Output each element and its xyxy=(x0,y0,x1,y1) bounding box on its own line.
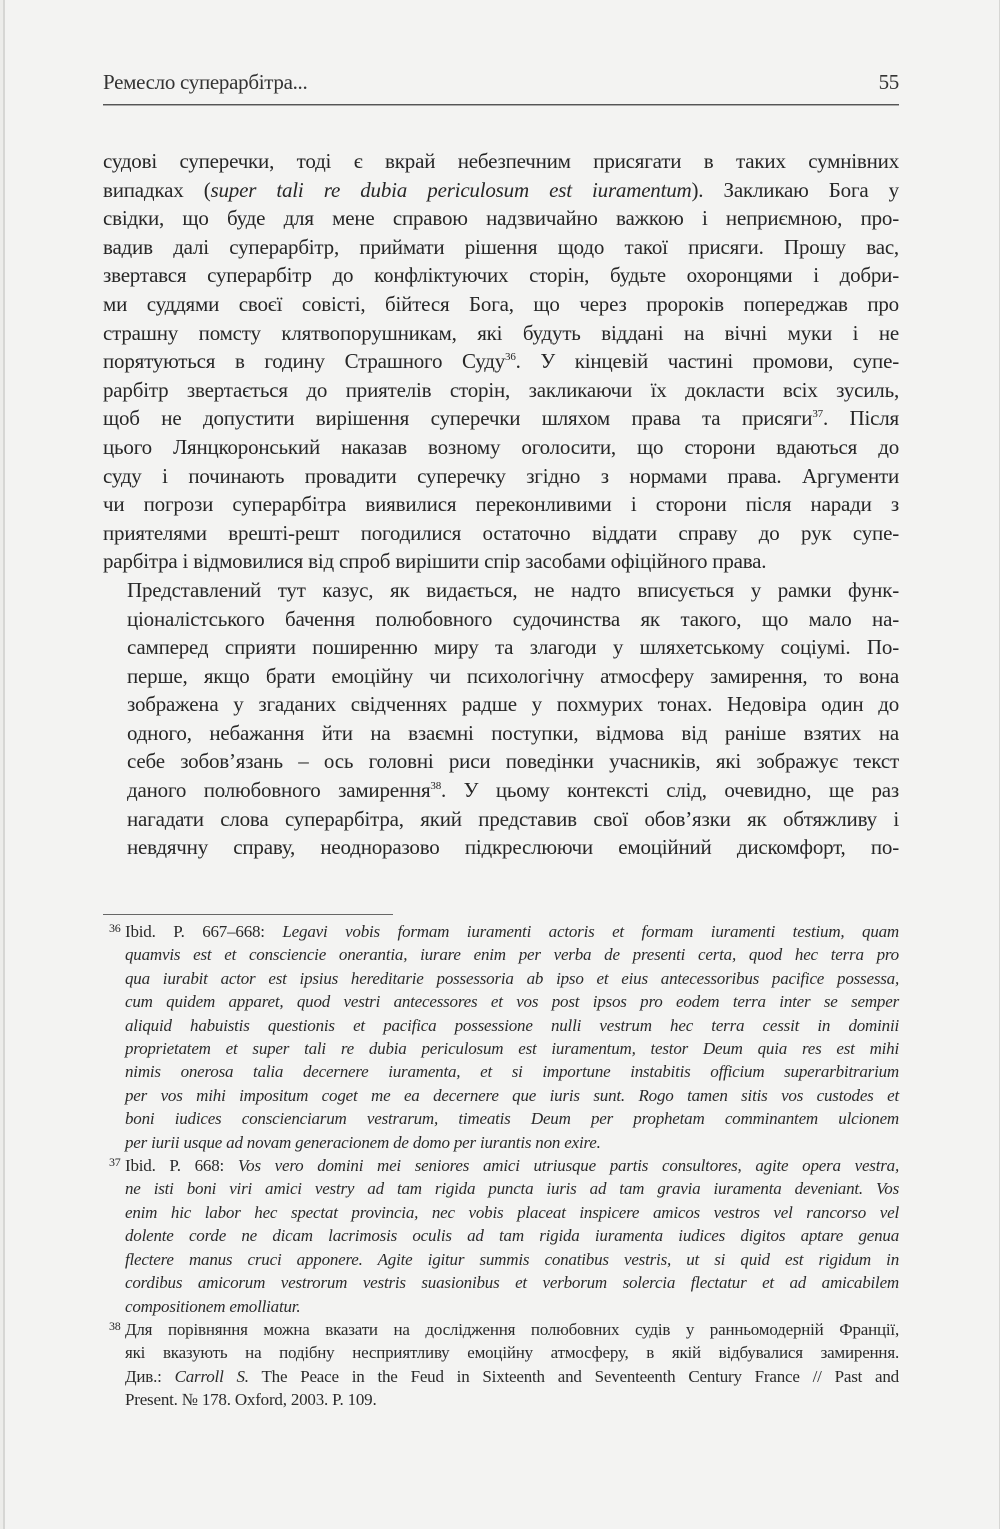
text-line: Ibid. P. 668: Vos vero domini mei seniores amici utriusque partis consultores, agite opera vestra, xyxy=(125,1156,899,1176)
paragraph-1 xyxy=(103,147,899,576)
text-line: перше, якщо брати емоційну чи психологічну атмосферу замирення, то вона xyxy=(127,663,899,688)
text-line xyxy=(125,1201,899,1224)
latin-quote: quamvis est et consciencie onerantia, iurare enim per verba de presenti certa, quod hec terra pro xyxy=(125,945,899,965)
latin-quote: nimis onerosa talia decernere iuramenta, et si importune instabitis officium superarbitrarium xyxy=(125,1062,899,1082)
text-line: чи погрози суперарбітра виявилися переконливими і сторони після наради з xyxy=(103,492,899,517)
text-line: нагадати слова суперарбітра, який представив свої обов’язки як обтяжливу і xyxy=(127,806,899,831)
text-line xyxy=(125,1037,899,1060)
text-line xyxy=(125,1271,899,1294)
text-line: щоб не допустити вирішення суперечки шляхом права та присяги$^{37}$. Після xyxy=(103,406,899,431)
latin-quote: cum quidem apparet, quod vestri antecessores et vos post ipsos pro eodem terra inter se semper xyxy=(125,992,899,1012)
text-line: Ibid. P. 667–668: Legavi vobis formam iuramenti actoris et formam iuramenti testium, quam xyxy=(125,922,899,941)
latin-quote: ne isti boni viri amici vestry ad tam rigida puncta iuris ad tam gravia iuramenta deveniant. Vos xyxy=(125,1179,899,1199)
text-line: страшну помсту клятвопорушникам, які будуть віддані на вічні муки і не xyxy=(103,320,899,345)
text-line: невдячну справу, неодноразово підкреслюючи емоційний дискомфорт, по- xyxy=(127,835,899,860)
text-line: Див.: Carroll S. The Peace in the Feud in Sixteenth and Seventeenth Century France // Past and xyxy=(125,1366,899,1386)
text-line: судові суперечки, тоді є вкрай небезпечним присягати в таких сумнівних xyxy=(103,149,899,173)
text-line xyxy=(125,1131,899,1154)
text-line: одного, небажання йти на взаємні поступки, відмова від раніше взятих на xyxy=(127,720,899,745)
text-line: вадив далі суперарбітр, приймати рішення щодо такої присяги. Прошу вас, xyxy=(103,234,899,259)
text-line: приятелями врешті-решт погодилися остаточно віддати справу до рук супе- xyxy=(103,520,899,545)
latin-quote: boni iudices conscienciarum vestrarum, timeatis Deum per prophetam comminantem ulcionem xyxy=(125,1109,899,1129)
latin-quote: Legavi vobis formam iuramenti actoris et formam iuramenti testium, quam xyxy=(282,922,899,941)
latin-quote: flectere manus cruci apponere. Agite igitur summis conatibus vestris, ut si quid est rigidum in xyxy=(125,1249,899,1269)
text-line xyxy=(125,1295,899,1318)
footnote-37 xyxy=(103,1154,899,1318)
footnote-ref[interactable]: 36 xyxy=(505,351,516,364)
text-line: порятуються в годину Страшного Суду$^{36}$. У кінцевій частині промови, супе- xyxy=(103,349,899,374)
main-text xyxy=(103,147,899,862)
latin-quote: per vos mihi impositum coget me ea decernere que iuris sunt. Rogo tamen sitis vos custodes et xyxy=(125,1085,899,1105)
footnote-ref[interactable]: 38 xyxy=(430,780,442,793)
text-line: даного полюбовного замирення$^{38}$. У цьому контексті слід, очевидно, ще раз xyxy=(127,778,899,803)
text-line xyxy=(125,1224,899,1247)
footnote-number: 38 xyxy=(109,1318,121,1333)
text-line: рарбітра і відмовилися від спроб вирішити спір засобами офіційного права. xyxy=(103,549,767,574)
text-line: самперед сприяти поширенню миру та злагоди у шляхетському соціумі. По- xyxy=(127,635,899,660)
text-line: Для порівняння можна вказати на дослідження полюбовних судів у ранньомодерній Франції, xyxy=(125,1319,899,1339)
running-header xyxy=(103,70,899,95)
footnotes xyxy=(103,920,899,1412)
page-number: 55 xyxy=(878,70,899,94)
text-line xyxy=(125,1177,899,1200)
latin-quote: aliquid habuistis questionis et pacifica possessione nulli vestrum hec terra cessit in dominii xyxy=(125,1015,899,1035)
latin-quote: Carroll S. xyxy=(174,1366,249,1386)
footnote-number: 37 xyxy=(109,1155,121,1170)
text-line: випадках (super tali re dubia periculosum est iuramentum). Закликаю Бога у xyxy=(103,177,899,202)
text-line: ціоналістського бачення полюбовного судочинства як такого, що мало на- xyxy=(127,606,899,631)
text-line: суду і починають провадити суперечку згідно з нормами права. Аргументи xyxy=(103,463,899,488)
footnote-ref[interactable]: 37 xyxy=(812,408,823,421)
latin-quote: qua iurabit actor est ipsius hereditarie possessoria ab ipso et eius antecessoribus pacifice possessa, xyxy=(125,968,899,988)
footnote-separator xyxy=(103,914,393,915)
text-line: себе зобов’язань – ось головні риси поведінки учасників, які зображує текст xyxy=(127,749,899,774)
text-line xyxy=(125,967,899,990)
paragraph-2 xyxy=(103,576,899,862)
latin-quote: cordibus amicorum vestrorum vestris suasionibus et verborum solercia flectatur et ad amicabilem xyxy=(125,1273,899,1293)
header-rule xyxy=(103,104,899,106)
text-line xyxy=(125,1084,899,1107)
book-page xyxy=(3,0,1000,1529)
text-line: зображена у згаданих свідченнях радше у похмурих тонах. Недовіра один до xyxy=(127,692,899,717)
text-line: які вказують на подібну несприятливу емоційну атмосферу, в якій відбувалися замирення. xyxy=(125,1343,899,1363)
footnote-38 xyxy=(103,1318,899,1412)
text-line: Present. № 178. Oxford, 2003. P. 109. xyxy=(125,1390,377,1410)
running-title: Ремесло суперарбітра... xyxy=(103,70,308,94)
text-line: рарбітр звертається до приятелів сторін, закликаючи їх докласти всіх зусиль, xyxy=(103,377,899,402)
text-line: цього Лянцкоронський наказав возному оголосити, що сторони вдаються до xyxy=(103,434,899,459)
text-line: ми суддями своєї совісті, бійтеся Бога, що через пророків попереджав про xyxy=(103,291,899,316)
text-line: свідки, що буде для мене справою надзвичайно важкою і неприємною, про- xyxy=(103,206,899,231)
latin-quote: super tali re dubia periculosum est iuramentum xyxy=(210,177,692,202)
latin-quote: per iurii usque ad novam generacionem de domo per iurantis non exire. xyxy=(125,1132,601,1152)
text-line xyxy=(125,1107,899,1130)
text-line xyxy=(125,1014,899,1037)
latin-quote: proprietatem et super tali re dubia periculosum est iuramentum, testor Deum quia res est mihi xyxy=(125,1039,899,1059)
text-line xyxy=(125,1248,899,1271)
text-line: Представлений тут казус, як видається, не надто вписується у рамки функ- xyxy=(127,577,899,602)
latin-quote: dolente corde ne dicam lacrimosis oculis ad tam rigida iuramenta iudices digitos aptare genua xyxy=(125,1226,899,1246)
footnote-36 xyxy=(103,920,899,1154)
latin-quote: enim hic labor hec spectat provincia, nec vobis placeat inspicere amicos vestros vel rancorso vel xyxy=(125,1202,899,1222)
footnote-number: 36 xyxy=(109,921,121,935)
text-line: звертався суперарбітр до конфліктуючих сторін, будьте охоронцями і добри- xyxy=(103,263,899,288)
text-line xyxy=(125,1060,899,1083)
latin-quote: compositionem emolliatur. xyxy=(125,1296,301,1316)
text-line xyxy=(125,990,899,1013)
latin-quote: Vos vero domini mei seniores amici utriusque partis consultores, agite opera vestra, xyxy=(237,1156,899,1176)
text-line xyxy=(125,943,899,966)
